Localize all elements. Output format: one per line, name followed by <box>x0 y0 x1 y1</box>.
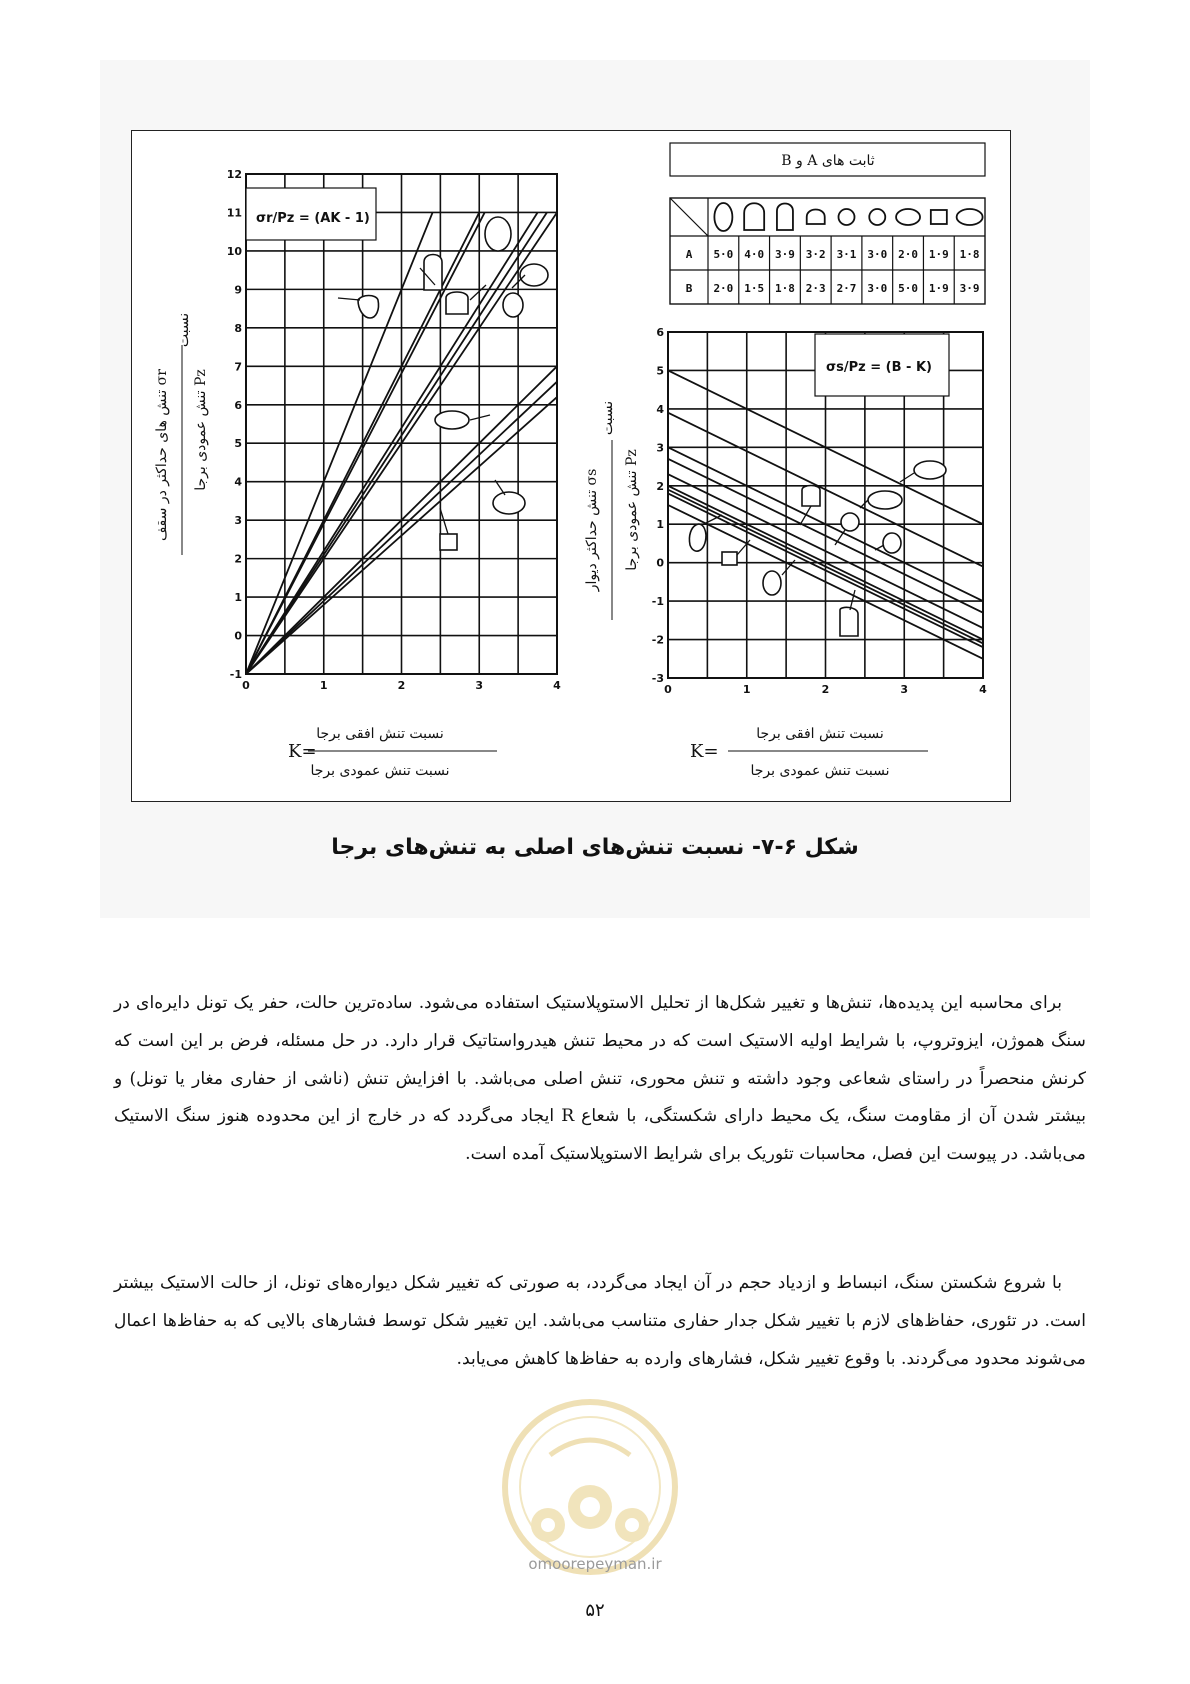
right-x-tick-label: 3 <box>900 683 909 696</box>
right-y-tick-label: 5 <box>656 364 664 378</box>
horseshoe-shape-icon <box>689 524 706 551</box>
circle-shape-icon <box>841 513 859 531</box>
right-k-prefix: K= <box>690 741 719 762</box>
right-y-tick-label: -2 <box>651 633 664 647</box>
left-ylabel <box>154 313 209 555</box>
left-y-tick-label: 8 <box>234 321 242 335</box>
table-cell-value: 3·0 <box>867 282 888 295</box>
right-y-tick-label: 3 <box>656 441 664 455</box>
table-cell-value: 1·9 <box>928 248 949 261</box>
table-cell-value: 5·0 <box>713 248 734 261</box>
table-cell-value: 2·0 <box>713 282 734 295</box>
left-k-numerator: نسبت تنش افقی برجا <box>316 726 444 742</box>
table-cell-value: 2·3 <box>805 282 826 295</box>
table-cell-value: 2·7 <box>836 282 857 295</box>
left-x-tick-label: 0 <box>242 679 250 692</box>
right-ylabel <box>584 401 640 620</box>
left-y-tick-label: 4 <box>234 475 242 489</box>
right-k-numerator: نسبت تنش افقی برجا <box>756 726 884 742</box>
table-cell-value: 3·1 <box>836 248 857 261</box>
left-y-tick-label: 10 <box>226 244 242 258</box>
small-circle-shape-icon <box>503 293 523 317</box>
arch-shape-icon <box>424 255 442 291</box>
figure-caption: شکل ۶-۷- نسبت تنش‌های اصلی به تنش‌های برجا <box>331 835 859 860</box>
left-y-tick-label: 11 <box>226 206 242 220</box>
right-y-tick-label: 6 <box>656 326 664 339</box>
horizontal-oval-shape-icon <box>435 411 469 429</box>
right-ylabel-top: نسبت <box>600 400 616 436</box>
left-y-tick-label: 2 <box>234 552 242 566</box>
page-number: ۵۲ <box>585 1600 605 1621</box>
left-y-tick-label: 6 <box>234 398 242 412</box>
right-y-tick-label: 2 <box>656 479 664 493</box>
wide-oval-shape-icon <box>493 492 525 514</box>
watermark-logo-icon <box>490 1395 690 1580</box>
left-k-label <box>288 726 497 779</box>
table-cell-value: 3·9 <box>775 248 795 261</box>
right-y-tick-label: -1 <box>651 595 664 609</box>
table-row-label: A <box>685 248 693 261</box>
right-k-denominator: نسبت تنش عمودی برجا <box>750 763 890 779</box>
table-cell-value: 1·8 <box>959 248 980 261</box>
right-y-tick-label: 0 <box>656 556 664 570</box>
left-y-tick-label: 3 <box>234 514 242 528</box>
table-cell-value: 3·2 <box>805 248 826 261</box>
left-x-tick-label: 1 <box>319 679 328 692</box>
right-ylabel-main: تنش حداکثر دیوار σs <box>584 468 600 592</box>
left-y-tick-label: 7 <box>234 360 242 374</box>
table-cell-value: 3·9 <box>959 282 980 295</box>
left-k-denominator: نسبت تنش عمودی برجا <box>310 763 450 779</box>
left-x-tick-label: 4 <box>553 679 561 692</box>
table-row-label: B <box>685 282 693 295</box>
horseshoe-shape-icon <box>358 296 379 319</box>
left-ylabel-main: تنش های حداکثر در سقف σr <box>154 369 170 541</box>
arch-shape-icon <box>802 486 820 507</box>
table-cell-value: 3·0 <box>867 248 888 261</box>
tall-arch-shape-icon <box>840 607 858 636</box>
left-formula-box <box>246 188 376 240</box>
left-x-tick-label: 3 <box>475 679 484 692</box>
paragraph-2-text: با شروع شکستن سنگ، انبساط و ازدیاد حجم در آن ایجاد می‌گردد، به صورتی که تغییر شکل دیواره‌های تونل، از حالت الاستیک بیشتر است. در تئوری، حفاظ‌های لازم با تغییر شکل جدار حفاری متناسب می‌باشد. این تغییر شکل توسط فشارهای بالایی که به حفاظ‌ها اعمال می‌شوند محدود می‌گردند. با وقوع تغییر شکل، فشارهای وارده به حفاظ‌ها کاهش می‌یابد. <box>114 1273 1086 1369</box>
right-x-tick-label: 0 <box>664 683 672 696</box>
left-ylabel-top: نسبت <box>176 312 192 348</box>
left-y-tick-label: 5 <box>234 437 242 451</box>
left-ylabel-sub: تنش عمودی برجا Pz <box>193 369 209 491</box>
vertical-oval-shape-icon <box>485 217 511 251</box>
table-cell-value: 1·8 <box>775 282 795 295</box>
table-cell-value: 5·0 <box>898 282 918 295</box>
paragraph-1-text: برای محاسبه این پدیده‌ها، تنش‌ها و تغییر شکل‌ها از تحلیل الاستوپلاستیک استفاده می‌شود. ساده‌ترین حالت، حفر یک تونل دایره‌ای در سنگ هموژن، ایزوتروپ، با شرایط اولیه الاستیک است که در محیط تنش هیدرواستاتیک قرار دارد. در حل مسئله، فرض بر این است که کرنش منحصراً در راستای شعاعی وجود داشته و تنش محوری، تنش اصلی می‌باشد. با افزایش تنش (ناشی از حفاری مغار یا تونل) و بیشتر شدن آن از مقاومت سنگ، یک محیط دارای شکستگی، با شعاع R ایجاد می‌گردد که در خارج از این محدوده هنوز سنگ الاستیک می‌باشد. در پیوست این فصل، محاسبات تئوریک برای شرایط الاستوپلاستیک آمده است. <box>114 993 1087 1165</box>
right-formula-box <box>815 334 949 396</box>
left-chart <box>154 168 561 779</box>
left-formula: σr/Pz = (AK - 1) <box>256 211 370 226</box>
table-title: ثابت های A و B <box>781 153 875 169</box>
right-x-tick-label: 2 <box>821 683 830 696</box>
constants-table <box>670 143 985 304</box>
left-y-tick-label: 0 <box>234 629 242 643</box>
right-y-tick-label: -3 <box>651 672 664 685</box>
table-cell-value: 1·9 <box>928 282 949 295</box>
square-shape-icon <box>440 534 457 550</box>
square-shape-icon <box>722 552 737 565</box>
right-chart <box>584 326 987 779</box>
right-k-label <box>690 726 928 779</box>
small-circle-shape-icon <box>883 533 901 553</box>
small-oval-shape-icon <box>763 571 781 595</box>
body-paragraph-2 <box>114 1265 1086 1378</box>
right-ylabel-sub: تنش عمودی برجا Pz <box>624 449 640 571</box>
small-arch-shape-icon <box>446 292 468 314</box>
wide-oval-shape-icon <box>868 491 902 509</box>
left-y-tick-label: -1 <box>229 668 242 681</box>
right-x-tick-label: 1 <box>742 683 751 696</box>
left-x-tick-label: 2 <box>397 679 406 692</box>
right-formula: σs/Pz = (B - K) <box>826 360 932 375</box>
right-y-tick-label: 4 <box>656 402 664 416</box>
right-x-tick-label: 4 <box>979 683 987 696</box>
right-y-tick-label: 1 <box>656 518 664 532</box>
table-cell-value: 1·5 <box>744 282 765 295</box>
table-cell-value: 2·0 <box>898 248 918 261</box>
left-k-prefix: K= <box>288 741 317 762</box>
left-y-tick-label: 12 <box>226 168 242 181</box>
left-y-tick-label: 1 <box>234 591 242 605</box>
left-y-tick-label: 9 <box>234 283 242 297</box>
table-cell-value: 4·0 <box>744 248 765 261</box>
watermark-url: omoorepeyman.ir <box>528 1555 662 1573</box>
horizontal-oval-shape-icon <box>914 461 946 479</box>
body-paragraph-1 <box>114 985 1086 1174</box>
